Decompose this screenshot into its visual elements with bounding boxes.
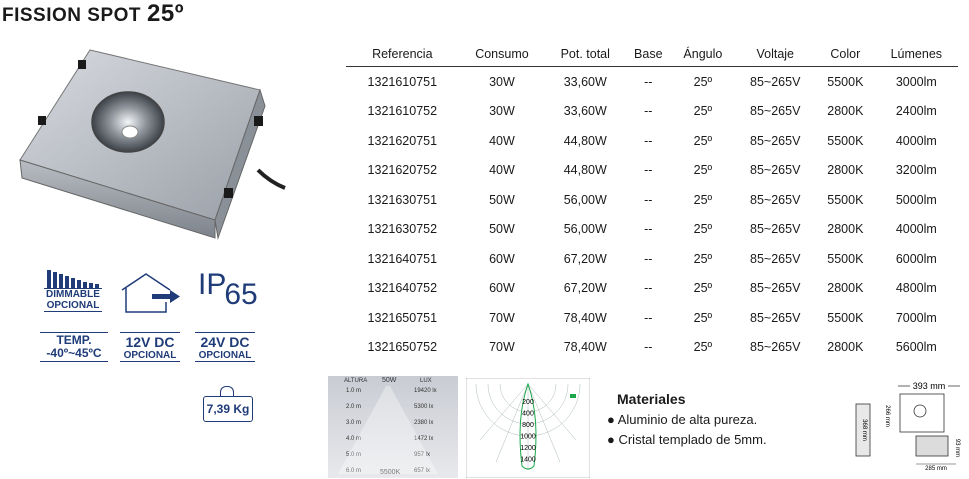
cell-voltaje: 85~265V — [750, 222, 801, 237]
table-row — [346, 244, 958, 274]
cell-referencia: 1321610751 — [367, 74, 438, 89]
cell-base: -- — [644, 133, 653, 148]
cell-referencia: 1321620751 — [367, 133, 438, 148]
cell-angulo: 25º — [693, 192, 713, 207]
header-voltaje: Voltaje — [756, 47, 794, 61]
cell-color: 5500K — [827, 133, 864, 148]
cell-color: 2800K — [827, 222, 864, 237]
material-item-2: ● Cristal templado de 5mm. — [607, 432, 767, 447]
cell-consumo: 70W — [489, 310, 515, 325]
table-row — [346, 97, 958, 127]
lux-value: 5300 lx — [414, 404, 434, 410]
cell-consumo: 30W — [489, 104, 515, 119]
table-row — [346, 215, 958, 245]
header-lumenes: Lúmenes — [890, 47, 943, 61]
header-consumo: Consumo — [475, 47, 529, 61]
cell-base: -- — [644, 74, 653, 89]
dimmable-bars-icon — [44, 268, 102, 288]
spec-table — [346, 42, 958, 362]
header-color: Color — [830, 47, 861, 61]
lux-altura: 6.0 m — [346, 468, 362, 474]
cell-pot-total: 44,80W — [563, 133, 607, 148]
cell-angulo: 25º — [693, 74, 713, 89]
product-name: FISSION SPOT — [2, 5, 142, 26]
table-row — [346, 303, 958, 333]
lux-value: 957 lx — [414, 452, 431, 458]
lux-table — [328, 376, 458, 478]
cell-base: -- — [644, 163, 653, 178]
polar-ring-label: 1000 — [520, 433, 536, 441]
24v-dc-badge — [195, 332, 255, 362]
cell-consumo: 40W — [489, 133, 515, 148]
weight-value: 7,39 Kg — [203, 396, 253, 422]
ip-number: 65 — [224, 278, 258, 311]
cell-color: 5500K — [827, 251, 864, 266]
lux-value: 19420 lx — [414, 388, 437, 394]
dimmable-optional: OPCIONAL — [44, 300, 102, 312]
cell-referencia: 1321610752 — [367, 104, 438, 119]
24v-optional: OPCIONAL — [195, 350, 255, 362]
cell-angulo: 25º — [693, 222, 713, 237]
cell-consumo: 30W — [489, 74, 515, 89]
material-item-1-text: Aluminio de alta pureza. — [617, 412, 758, 427]
dimensions-drawing — [852, 378, 964, 474]
cell-referencia: 1321650751 — [367, 310, 438, 325]
cell-consumo: 60W — [489, 251, 515, 266]
cell-angulo: 25º — [693, 163, 713, 178]
cell-base: -- — [644, 281, 653, 296]
cell-angulo: 25º — [693, 133, 713, 148]
cell-pot-total: 78,40W — [563, 340, 607, 355]
cell-lumenes: 4000lm — [895, 133, 937, 148]
table-row — [346, 274, 958, 304]
cell-angulo: 25º — [693, 310, 713, 325]
cell-base: -- — [644, 104, 653, 119]
polar-diagram — [466, 378, 590, 478]
header-pot-total: Pot. total — [560, 47, 610, 61]
temp-range: -40º~45ºC — [40, 347, 108, 362]
header-angulo: Ángulo — [683, 47, 723, 61]
cell-angulo: 25º — [693, 281, 713, 296]
lux-value: 657 lx — [414, 468, 431, 474]
cell-base: -- — [644, 222, 653, 237]
cell-pot-total: 67,20W — [563, 251, 607, 266]
lux-altura: 2.0 m — [346, 404, 362, 410]
cell-pot-total: 56,00W — [563, 192, 607, 207]
lux-value: 2380 lx — [414, 420, 434, 426]
product-image — [10, 40, 290, 255]
cell-color: 2800K — [827, 340, 864, 355]
dim-width: 393 mm — [912, 381, 946, 391]
12v-dc-badge — [120, 332, 180, 362]
cell-voltaje: 85~265V — [750, 104, 801, 119]
polar-ring-label: 800 — [522, 422, 534, 429]
ip-prefix: IP — [198, 268, 227, 301]
polar-ring-label: 200 — [522, 399, 534, 406]
12v-optional: OPCIONAL — [120, 350, 180, 362]
lux-altura: 4.0 m — [346, 436, 362, 442]
lux-header-power: 50W — [382, 377, 397, 384]
cell-lumenes: 6000lm — [895, 251, 937, 266]
cell-referencia: 1321620752 — [367, 163, 438, 178]
materials-title: Materiales — [617, 391, 686, 407]
cell-color: 5500K — [827, 310, 864, 325]
cell-pot-total: 44,80W — [563, 163, 607, 178]
cell-lumenes: 7000lm — [895, 310, 937, 325]
cell-referencia: 1321640752 — [367, 281, 438, 296]
lux-altura: 5.0 m — [346, 452, 362, 458]
cell-angulo: 25º — [693, 251, 713, 266]
cell-lumenes: 5600lm — [895, 340, 937, 355]
cell-base: -- — [644, 251, 653, 266]
cell-voltaje: 85~265V — [750, 133, 801, 148]
lux-altura: 3.0 m — [346, 420, 362, 426]
cell-lumenes: 4800lm — [895, 281, 937, 296]
page-title — [2, 0, 184, 28]
cell-lumenes: 5000lm — [895, 192, 937, 207]
cell-referencia: 1321630751 — [367, 192, 438, 207]
cell-color: 5500K — [827, 192, 864, 207]
table-row — [346, 156, 958, 186]
cell-referencia: 1321630752 — [367, 222, 438, 237]
polar-ring-label: 1200 — [520, 445, 536, 452]
cell-lumenes: 4000lm — [895, 222, 937, 237]
header-referencia: Referencia — [372, 47, 433, 61]
cell-pot-total: 56,00W — [563, 222, 607, 237]
cell-consumo: 70W — [489, 340, 515, 355]
dim-inner: 285 mm — [925, 466, 947, 472]
cell-pot-total: 33,60W — [563, 104, 607, 119]
cell-voltaje: 85~265V — [750, 340, 801, 355]
lux-altura: 1.0 m — [346, 388, 362, 394]
cell-base: -- — [644, 340, 653, 355]
ip-rating — [198, 268, 258, 312]
table-row — [346, 67, 958, 97]
cell-color: 2800K — [827, 281, 864, 296]
lux-header-altura: ALTURA — [344, 378, 368, 384]
lux-header-lux: LUX — [420, 378, 432, 384]
cell-voltaje: 85~265V — [750, 281, 801, 296]
cell-voltaje: 85~265V — [750, 74, 801, 89]
lux-color: 5500K — [380, 469, 401, 476]
weight-badge — [203, 386, 253, 424]
house-arrow-icon — [118, 270, 182, 316]
cell-base: -- — [644, 310, 653, 325]
cell-referencia: 1321640751 — [367, 251, 438, 266]
dimmable-label: DIMMABLE — [44, 288, 102, 300]
24v-label: 24V DC — [195, 332, 255, 350]
spec-table-header — [346, 42, 958, 67]
temperature-badge — [40, 332, 108, 362]
cell-consumo: 50W — [489, 222, 515, 237]
cell-pot-total: 33,60W — [563, 74, 607, 89]
cell-base: -- — [644, 192, 653, 207]
cell-voltaje: 85~265V — [750, 163, 801, 178]
material-item-2-text: Cristal templado de 5mm. — [618, 432, 767, 447]
dim-height: 266 mm — [884, 405, 890, 427]
header-base: Base — [634, 47, 663, 61]
cell-consumo: 60W — [489, 281, 515, 296]
cell-consumo: 50W — [489, 192, 515, 207]
dim-side: 368 mm — [861, 419, 867, 441]
cell-color: 2800K — [827, 163, 864, 178]
cell-pot-total: 78,40W — [563, 310, 607, 325]
table-row — [346, 185, 958, 215]
cell-lumenes: 3200lm — [895, 163, 937, 178]
cell-voltaje: 85~265V — [750, 192, 801, 207]
cell-voltaje: 85~265V — [750, 251, 801, 266]
cell-color: 2800K — [827, 104, 864, 119]
polar-ring-label: 400 — [522, 410, 534, 418]
cell-color: 5500K — [827, 74, 864, 89]
product-angle: 25º — [147, 0, 184, 27]
cell-angulo: 25º — [693, 104, 713, 119]
cell-angulo: 25º — [693, 340, 713, 355]
12v-label: 12V DC — [120, 332, 180, 350]
cell-consumo: 40W — [489, 163, 515, 178]
cell-referencia: 1321650752 — [367, 340, 438, 355]
lux-value: 1472 lx — [414, 436, 434, 442]
cell-lumenes: 2400lm — [895, 104, 937, 119]
table-row — [346, 333, 958, 363]
temp-label: TEMP. — [40, 332, 108, 347]
material-item-1: ● Aluminio de alta pureza. — [607, 412, 758, 427]
polar-ring-label: 1400 — [520, 456, 536, 464]
dim-depth: 93 mm — [954, 438, 960, 458]
dimmable-badge — [44, 268, 102, 312]
table-row — [346, 126, 958, 156]
cell-lumenes: 3000lm — [895, 74, 937, 89]
cell-pot-total: 67,20W — [563, 281, 607, 296]
light-cone-icon — [328, 376, 458, 478]
cell-voltaje: 85~265V — [750, 310, 801, 325]
